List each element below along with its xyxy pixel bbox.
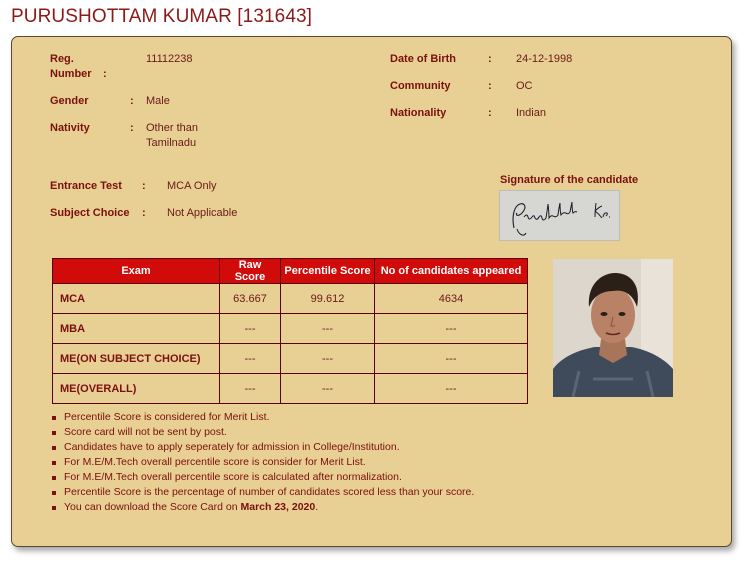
table-row: [53, 284, 528, 314]
entrance-test-value: MCA Only: [167, 180, 217, 192]
subject-choice-value: Not Applicable: [167, 207, 238, 219]
download-note-text: You can download the Score Card on: [64, 501, 241, 513]
entrance-test-label: Entrance Test: [50, 180, 122, 192]
header-exam: Exam: [53, 259, 220, 284]
reg-colon: :: [103, 68, 107, 80]
community-colon: :: [488, 80, 492, 92]
download-date: March 23, 2020: [240, 501, 316, 513]
header-percentile-score: Percentile Score: [281, 259, 375, 284]
list-item: For M.E/M.Tech overall percentile score is calculated after normalization.: [50, 470, 474, 485]
reg-number-value: 11112238: [146, 53, 193, 65]
candidate-title: PURUSHOTTAM KUMAR [131643]: [11, 6, 313, 27]
candidate-photo-image: [553, 259, 673, 397]
subject-colon: :: [142, 207, 146, 219]
table-row: [53, 374, 528, 404]
nationality-label: Nationality: [390, 107, 447, 119]
list-item: Score card will not be sent by post.: [50, 425, 474, 440]
reg-label-line2: Number: [50, 68, 92, 80]
notes-list: [50, 410, 474, 515]
nativity-colon: :: [130, 122, 134, 134]
dob-colon: :: [488, 53, 492, 65]
community-label: Community: [390, 80, 451, 92]
gender-label: Gender: [50, 95, 89, 107]
percentile-cell: 99.612: [281, 284, 375, 314]
reg-label: Reg.: [50, 53, 74, 65]
subject-choice-label: Subject Choice: [50, 207, 130, 219]
score-table: [52, 258, 528, 404]
signature-image: [499, 190, 620, 241]
header-candidates-appeared: No of candidates appeared: [375, 259, 528, 284]
entrance-colon: :: [142, 180, 146, 192]
percentile-cell: ---: [281, 374, 375, 404]
exam-cell: MBA: [53, 314, 220, 344]
table-header-row: [53, 259, 528, 284]
table-row: [53, 344, 528, 374]
signature-handwriting: [500, 191, 619, 240]
community-value: OC: [516, 80, 533, 92]
dob-value: 24-12-1998: [516, 53, 573, 65]
table-row: [53, 314, 528, 344]
signature-label: Signature of the candidate: [500, 174, 639, 186]
exam-cell: MCA: [53, 284, 220, 314]
raw-score-cell: ---: [220, 374, 281, 404]
candidates-cell: ---: [375, 374, 528, 404]
nationality-value: Indian: [516, 107, 546, 119]
candidates-cell: ---: [375, 314, 528, 344]
list-item: Candidates have to apply seperately for admission in College/Institution.: [50, 440, 474, 455]
candidates-cell: ---: [375, 344, 528, 374]
list-item: Percentile Score is considered for Merit List.: [50, 410, 474, 425]
raw-score-cell: 63.667: [220, 284, 281, 314]
gender-value: Male: [146, 95, 170, 107]
list-item-download: [50, 500, 474, 515]
percentile-cell: ---: [281, 344, 375, 374]
download-note-end: .: [315, 501, 319, 513]
list-item: Percentile Score is the percentage of number of candidates scored less than your score.: [50, 485, 474, 500]
candidates-cell: 4634: [375, 284, 528, 314]
exam-cell: ME(ON SUBJECT CHOICE): [53, 344, 220, 374]
dob-label: Date of Birth: [390, 53, 456, 65]
raw-score-cell: ---: [220, 344, 281, 374]
nativity-label: Nativity: [50, 122, 90, 134]
percentile-cell: ---: [281, 314, 375, 344]
gender-colon: :: [130, 95, 134, 107]
nativity-value: Other than: [146, 122, 198, 134]
score-card: [11, 36, 732, 547]
exam-cell: ME(OVERALL): [53, 374, 220, 404]
nationality-colon: :: [488, 107, 492, 119]
nativity-value-line2: Tamilnadu: [146, 137, 197, 149]
candidate-photo: [553, 259, 673, 397]
header-raw-score: Raw Score: [220, 259, 281, 284]
raw-score-cell: ---: [220, 314, 281, 344]
list-item: For M.E/M.Tech overall percentile score is consider for Merit List.: [50, 455, 474, 470]
